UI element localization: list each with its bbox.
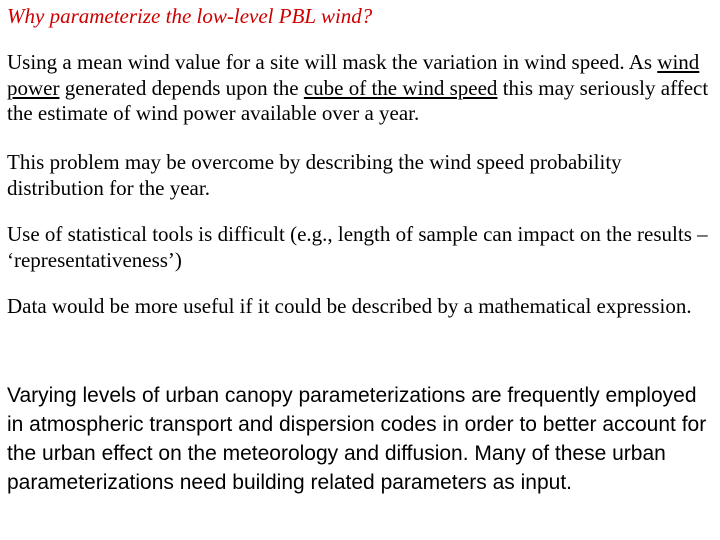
paragraph-text: Using a mean wind value for a site will mask the variation in wind speed. As <box>7 50 658 74</box>
slide-title: Why parameterize the low-level PBL wind? <box>7 4 373 28</box>
paragraph-mean-wind <box>7 50 713 127</box>
paragraph-mathematical-expression: Data would be more useful if it could be described by a mathematical expression. <box>7 294 692 318</box>
wind-power-link[interactable]: wind power <box>7 50 700 100</box>
paragraph-probability-distribution: This problem may be overcome by describing the wind speed probability distribution for the year. <box>7 150 622 200</box>
paragraph-statistical-tools: Use of statistical tools is difficult (e.g., length of sample can impact on the results – ‘representativeness’) <box>7 222 708 272</box>
paragraph-text: generated depends upon the <box>59 75 304 100</box>
paragraph-text: this may seriously affect the estimate of wind power available over a year. <box>7 75 709 125</box>
cube-of-wind-speed-link[interactable]: cube of the wind speed <box>303 75 498 100</box>
urban-canopy-text: Varying levels of urban canopy parameterizations are frequently employed in atmospheric transport and dispersion codes in order to better account for the urban effect on the meteorology and diffusion. Many of these urban parameterizations need building related parameters as input. <box>7 384 707 494</box>
